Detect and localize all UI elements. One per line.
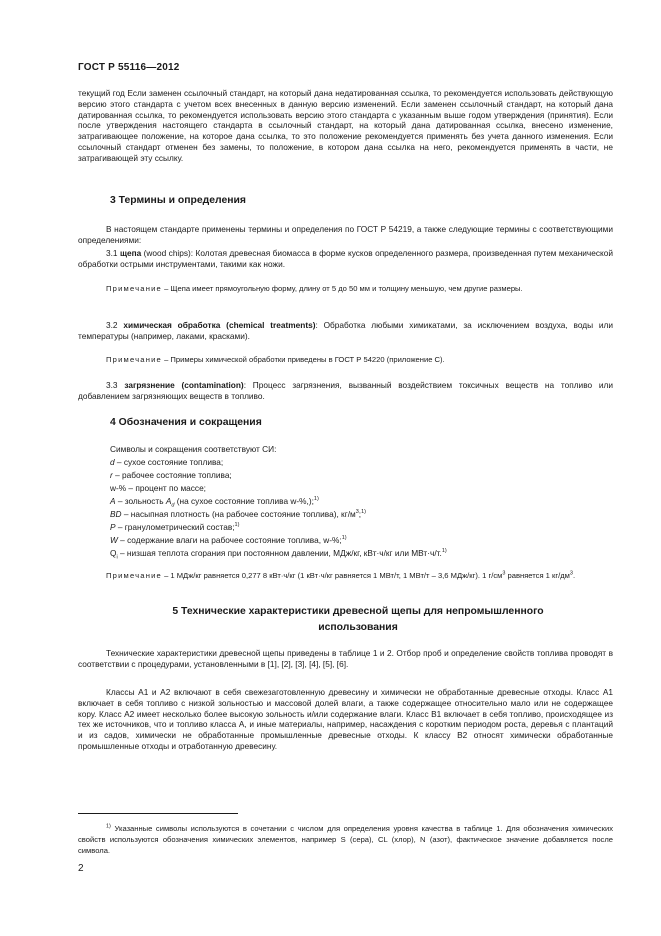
note-text: – Примеры химической обработки приведены в ГОСТ Р 54220 (приложение С). — [161, 355, 445, 364]
note-4: Примечание – 1 МДж/кг равняется 0,277 8 кВт·ч/кг (1 кВт·ч/кг равняется 1 МВт/т, 1 МВт/т – 3,6 МДж/кг). 1 $г/см^3$ равняется 1 $кг/дм^3$. — [106, 570, 576, 580]
section-5-paragraph-2: Классы А1 и А2 включают в себя свежезаготовленную древесину и химически не обработанные древесные отходы. Класс А1 включает в себя топливо с низкой зольностью и массовой долей влаги, а также содержащее относительно мало или не содержащее кору. Класс А2 имеет несколько более высокую зольность и/или содержание влаги. Класс В1 включает в себя топливо, происходящее из тех же источников, что и топливо класса А, и иные материалы, например, насаждения с коротким периодом роста, деревья с плантаций и из садов, химически не обработанные промышленные древесные отходы. К классу В2 относят химически обработанные промышленные отходы и отработанную древесину. — [78, 687, 613, 751]
symbol-heating-value: $Q_i$ – низшая теплота сгорания при постоянном давлении, МДж/кг, кВт·ч/кг или МВт·ч/т.$^{1)}$ — [110, 548, 447, 561]
term-3-3-name: загрязнение (contamination) — [124, 380, 244, 390]
footnote-ref: 1) — [361, 509, 366, 516]
term-3-2-name: химическая обработка (chemical treatments) — [123, 320, 316, 330]
footnote-ref: 1) — [234, 522, 240, 529]
term-3-1-name: щепа — [119, 248, 142, 258]
footnote-text: Указанные символы используются в сочетании с числом для определения уровня качества в таблице 1. Для обозначения химических свойств используются обозначения химических элементов, например S (сера), CL (хлор), N (азот), фактическое значение добавляется после символа. — [78, 824, 613, 855]
term-3-3-number: 3.3 — [106, 380, 125, 390]
note-label: Примечание — [106, 571, 162, 580]
footnote — [78, 824, 613, 856]
symbol-bulk-density: BD – насыпная плотность (на рабочее состояние топлива), $кг/м^3;^{1)}$ — [110, 509, 366, 519]
note-label: Примечание — [106, 355, 162, 364]
symbol-moisture: W – содержание влаги на рабочее состояние топлива, w-%;$^{1)}$ — [110, 535, 347, 545]
symbols-intro: Символы и сокращения соответствуют СИ: — [110, 444, 277, 454]
symbol-r: r – рабочее состояние топлива; — [110, 470, 232, 480]
symbol-w-percent: w-% – процент по массе; — [110, 483, 206, 493]
footnote-mark: 1) — [106, 823, 111, 830]
section-5-heading-line-1: 5 Технические характеристики древесной щепы для непромышленного — [172, 606, 544, 617]
term-3-1-number: 3.1 — [106, 248, 120, 258]
page-number: 2 — [78, 863, 84, 874]
term-3-1 — [78, 248, 613, 270]
term-3-2 — [78, 320, 613, 342]
footnote-ref: 1) — [341, 535, 347, 542]
term-3-2-definition: : Обработка любыми химикатами, за исключением воздуха, воды или температуры (например, лаками, красками). — [78, 320, 613, 341]
section-3-heading: 3 Термины и определения — [110, 195, 246, 206]
note-label: Примечание — [106, 284, 162, 293]
section-5-paragraph-1: Технические характеристики древесной щепы приведены в таблице 1 и 2. Отбор проб и определение свойств топлива проводят в соответствии с процедурами, установленными в [1], [2], [3], [4], [5], [6]. — [78, 648, 613, 669]
footnote-ref: 1) — [441, 548, 447, 555]
section-4-heading: 4 Обозначения и сокращения — [110, 417, 262, 428]
note-text: – Щепа имеет прямоугольную форму, длину от 5 до 50 мм и толщину меньшую, чем другие размеры. — [161, 284, 523, 293]
symbol-d: d – сухое состояние топлива; — [110, 457, 224, 467]
term-3-2-number: 3.2 — [106, 320, 124, 330]
symbol-particle-size: P – гранулометрический состав;$^{1)}$ — [110, 522, 240, 532]
section-5-heading — [78, 604, 638, 636]
intro-paragraph: текущий год Если заменен ссылочный стандарт, на который дана недатированная ссылка, то рекомендуется использовать действующую версию этого стандарта с учетом всех внесенных в данную версию изменений. Если заменен ссылочный стандарт, на который дана датированная ссылка, то рекомендуется использовать версию этого стандарта с указанным выше годом утверждения (принятия). Если после утверждения настоящего стандарта в ссылочный стандарт, на который дана датированная ссылка, внесено изменение, затрагивающее положение, на которое дана ссылка, то это положение рекомендуется применять без учета данного изменения. Если ссылочный стандарт отменен без замены, то положение, в котором дана ссылка на него, рекомендуется применять в части, не затрагивающей эту ссылку. — [78, 88, 613, 163]
note-3-2 — [78, 355, 613, 366]
section-5-heading-line-2: использования — [318, 622, 398, 633]
term-3-3 — [78, 380, 613, 402]
section-3-intro: В настоящем стандарте применены термины и определения по ГОСТ Р 54219, а также следующие термины с соответствующими определениями: — [78, 224, 613, 245]
footnote-ref: 1) — [313, 496, 319, 503]
footnote-divider — [78, 813, 238, 814]
term-3-1-definition: (wood chips): Колотая древесная биомасса в форме кусков определенного размера, произведенная путем механической обработки острыми инструментами, такими как ножи. — [78, 248, 613, 269]
symbol-ash: A – зольность $A_d$ (на сухое состояние топлива w-%,);$^{1)}$ — [110, 496, 319, 509]
term-3-3-definition: : Процесс загрязнения, вызванный воздействием токсичных веществ на топливо или добавлением загрязняющих веществ в топливо. — [78, 380, 614, 401]
document-code: ГОСТ Р 55116—2012 — [78, 62, 180, 73]
note-3-1 — [78, 284, 613, 295]
